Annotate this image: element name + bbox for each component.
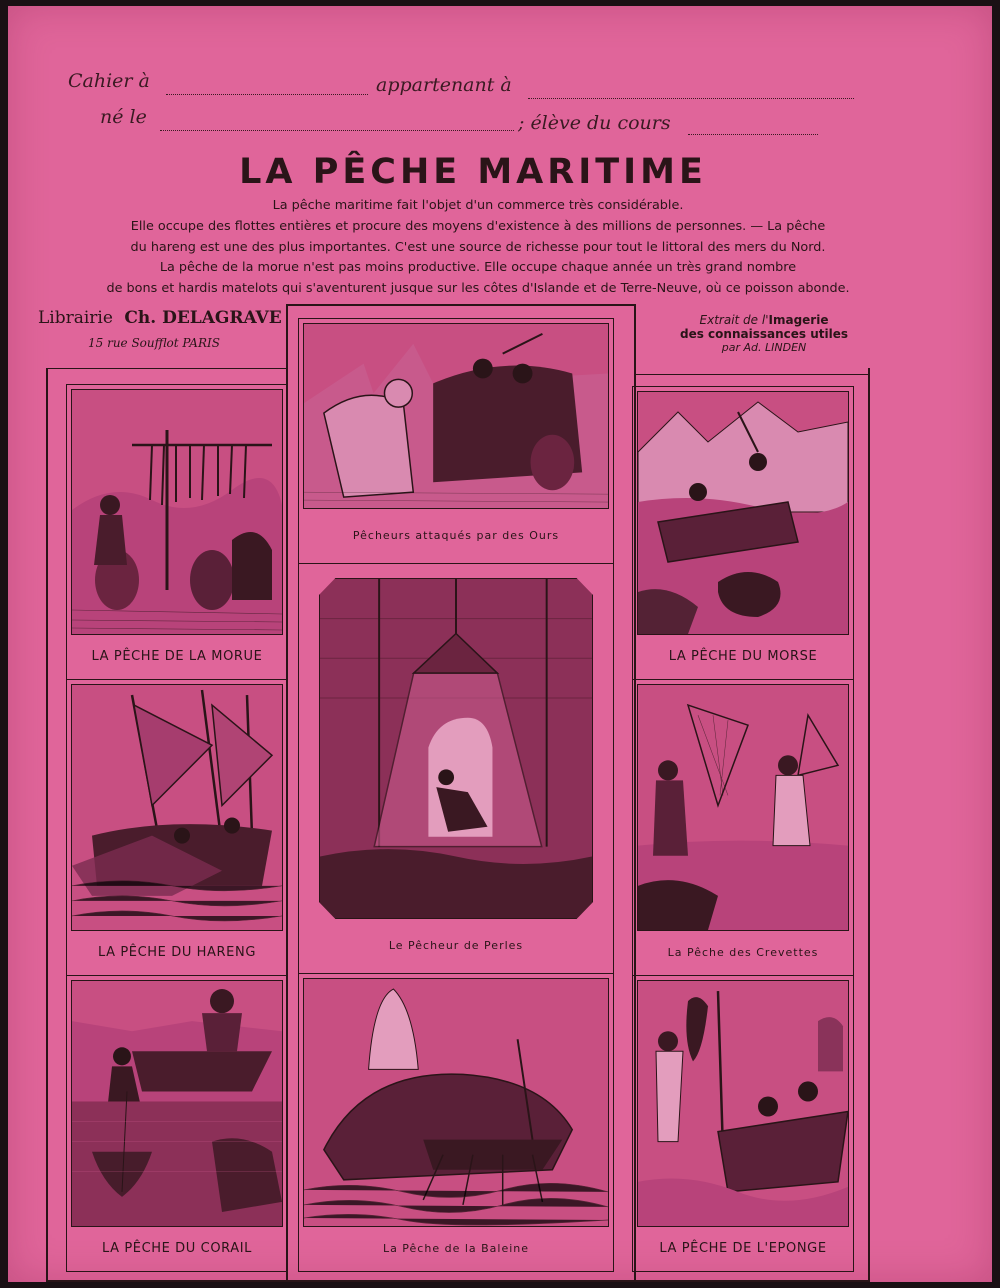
plate-eponge [632, 976, 854, 1272]
caption-perles: Le Pêcheur de Perles [388, 939, 524, 952]
publisher-address: 15 rue Soufflot PARIS [88, 336, 220, 350]
caption-crevettes: La Pêche des Crevettes [667, 946, 819, 959]
publisher-name: Ch. DELAGRAVE [124, 308, 282, 328]
engraving-eponge [637, 980, 849, 1227]
source-prefix: Extrait de l' [699, 313, 769, 327]
notebook-cover [8, 6, 992, 1282]
frame-top-right [634, 374, 868, 375]
frame-top-left [46, 368, 286, 369]
intro-text [38, 196, 918, 300]
plate-ours [298, 318, 614, 564]
appartenant-label: appartenant à [376, 74, 512, 96]
plate-corail [66, 976, 288, 1272]
caption-corail: LA PÊCHE DU CORAIL [101, 1241, 253, 1256]
intro-line: La pêche de la morue n'est pas moins productive. Elle occupe chaque année un très grand nombre [159, 260, 797, 276]
plate-hareng [66, 680, 288, 976]
caption-baleine: La Pêche de la Baleine [382, 1242, 530, 1255]
source-imagerie: Imagerie [768, 313, 829, 327]
engraving-ours [303, 323, 609, 509]
engraving-hareng [71, 684, 283, 931]
engraving-corail [71, 980, 283, 1227]
eleve-label: ; élève du cours [518, 112, 671, 134]
eleve-line [688, 114, 818, 135]
intro-line: La pêche maritime fait l'objet d'un commerce très considérable. [272, 198, 684, 213]
caption-ours: Pêcheurs attaqués par des Ours [352, 529, 560, 542]
engraving-morue [71, 389, 283, 635]
caption-morse: LA PÊCHE DU MORSE [668, 649, 818, 664]
plate-morse [632, 386, 854, 680]
source-line-2: des connaissances utiles [680, 327, 848, 341]
plate-perles [298, 564, 614, 974]
engraving-baleine [303, 978, 609, 1227]
engraving-morse [637, 391, 849, 635]
engraving-crevettes [637, 684, 849, 931]
ne-line [160, 110, 514, 131]
cahier-label: Cahier à [68, 70, 150, 92]
caption-hareng: LA PÊCHE DU HARENG [98, 945, 256, 960]
source-block [654, 313, 874, 355]
publisher-prefix: Librairie [38, 308, 113, 328]
ne-label: né le [100, 106, 147, 128]
intro-line: du hareng est une des plus importantes. C'est une source de richesse pour tout le littoral des mers du Nord. [130, 239, 826, 255]
cahier-line [166, 74, 368, 95]
intro-line: de bons et hardis matelots qui s'aventurent jusque sur les côtes d'Islande et de Terre-Neuve, où ce poisson abonde. [106, 281, 850, 297]
engraving-perles [319, 578, 593, 919]
plate-crevettes [632, 680, 854, 976]
source-line-1 [654, 313, 874, 327]
source-line-3: par Ad. LINDEN [721, 341, 807, 354]
caption-morue: LA PÊCHE DE LA MORUE [91, 649, 263, 664]
caption-eponge: LA PÊCHE DE L'EPONGE [659, 1241, 827, 1256]
plate-baleine [298, 974, 614, 1272]
page-title: LA PÊCHE MARITIME [239, 152, 707, 192]
appartenant-line [528, 78, 854, 99]
publisher-line [38, 308, 282, 328]
plate-morue [66, 384, 288, 680]
intro-line: Elle occupe des flottes entières et procure des moyens d'existence à des millions de personnes. — La pêche [130, 218, 826, 234]
